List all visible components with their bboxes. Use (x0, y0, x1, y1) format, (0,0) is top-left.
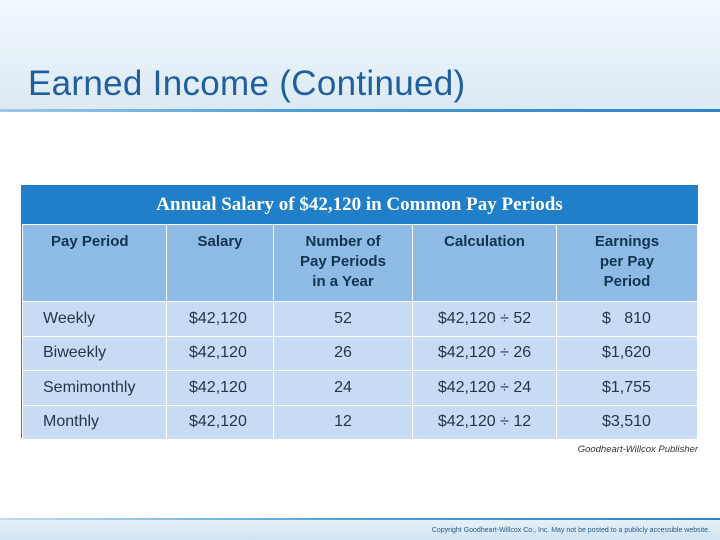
cell-period: Biweekly (23, 336, 167, 371)
table-header-row (23, 225, 698, 302)
cell-calculation: $42,120 ÷ 26 (413, 336, 557, 371)
cell-calculation: $42,120 ÷ 12 (413, 405, 557, 440)
header-calculation: Calculation (413, 225, 557, 302)
header-number-line2: Pay Periods (300, 253, 386, 270)
cell-calculation: $42,120 ÷ 52 (413, 302, 557, 337)
cell-salary: $42,120 (167, 336, 274, 371)
header-earnings-line1: Earnings (594, 233, 660, 250)
header-earnings-line2: per Pay (599, 253, 655, 270)
cell-calculation: $42,120 ÷ 24 (413, 371, 557, 406)
header-salary: Salary (167, 225, 274, 302)
table-row (23, 405, 698, 440)
cell-earnings: $1,755 (557, 371, 698, 406)
header-earnings-per-pay-period (557, 225, 698, 302)
cell-earnings: $1,620 (557, 336, 698, 371)
cell-period: Monthly (23, 405, 167, 440)
copyright-notice: Copyright Goodheart-Willcox Co., Inc. May not be posted to a publicly accessible website. (431, 527, 710, 534)
pay-period-table (21, 185, 698, 438)
cell-count: 52 (274, 302, 413, 337)
cell-earnings: $3,510 (557, 405, 698, 440)
table-row (23, 302, 698, 337)
cell-count: 26 (274, 336, 413, 371)
cell-period: Weekly (23, 302, 167, 337)
table-row (23, 371, 698, 406)
title-divider (0, 109, 720, 112)
cell-count: 12 (274, 405, 413, 440)
header-earnings-line3: Period (603, 273, 651, 290)
cell-count: 24 (274, 371, 413, 406)
header-number-of-pay-periods (274, 225, 413, 302)
cell-salary: $42,120 (167, 302, 274, 337)
cell-earnings: $ 810 (557, 302, 698, 337)
source-credit: Goodheart-Willcox Publisher (577, 444, 698, 455)
table-caption: Annual Salary of $42,120 in Common Pay Periods (22, 186, 697, 224)
cell-salary: $42,120 (167, 371, 274, 406)
cell-salary: $42,120 (167, 405, 274, 440)
header-number-line3: in a Year (312, 273, 374, 290)
cell-period: Semimonthly (23, 371, 167, 406)
header-pay-period: Pay Period (23, 225, 167, 302)
header-number-line1: Number of (305, 233, 381, 250)
table-row (23, 336, 698, 371)
salary-table (22, 224, 698, 440)
slide-title: Earned Income (Continued) (28, 64, 466, 103)
